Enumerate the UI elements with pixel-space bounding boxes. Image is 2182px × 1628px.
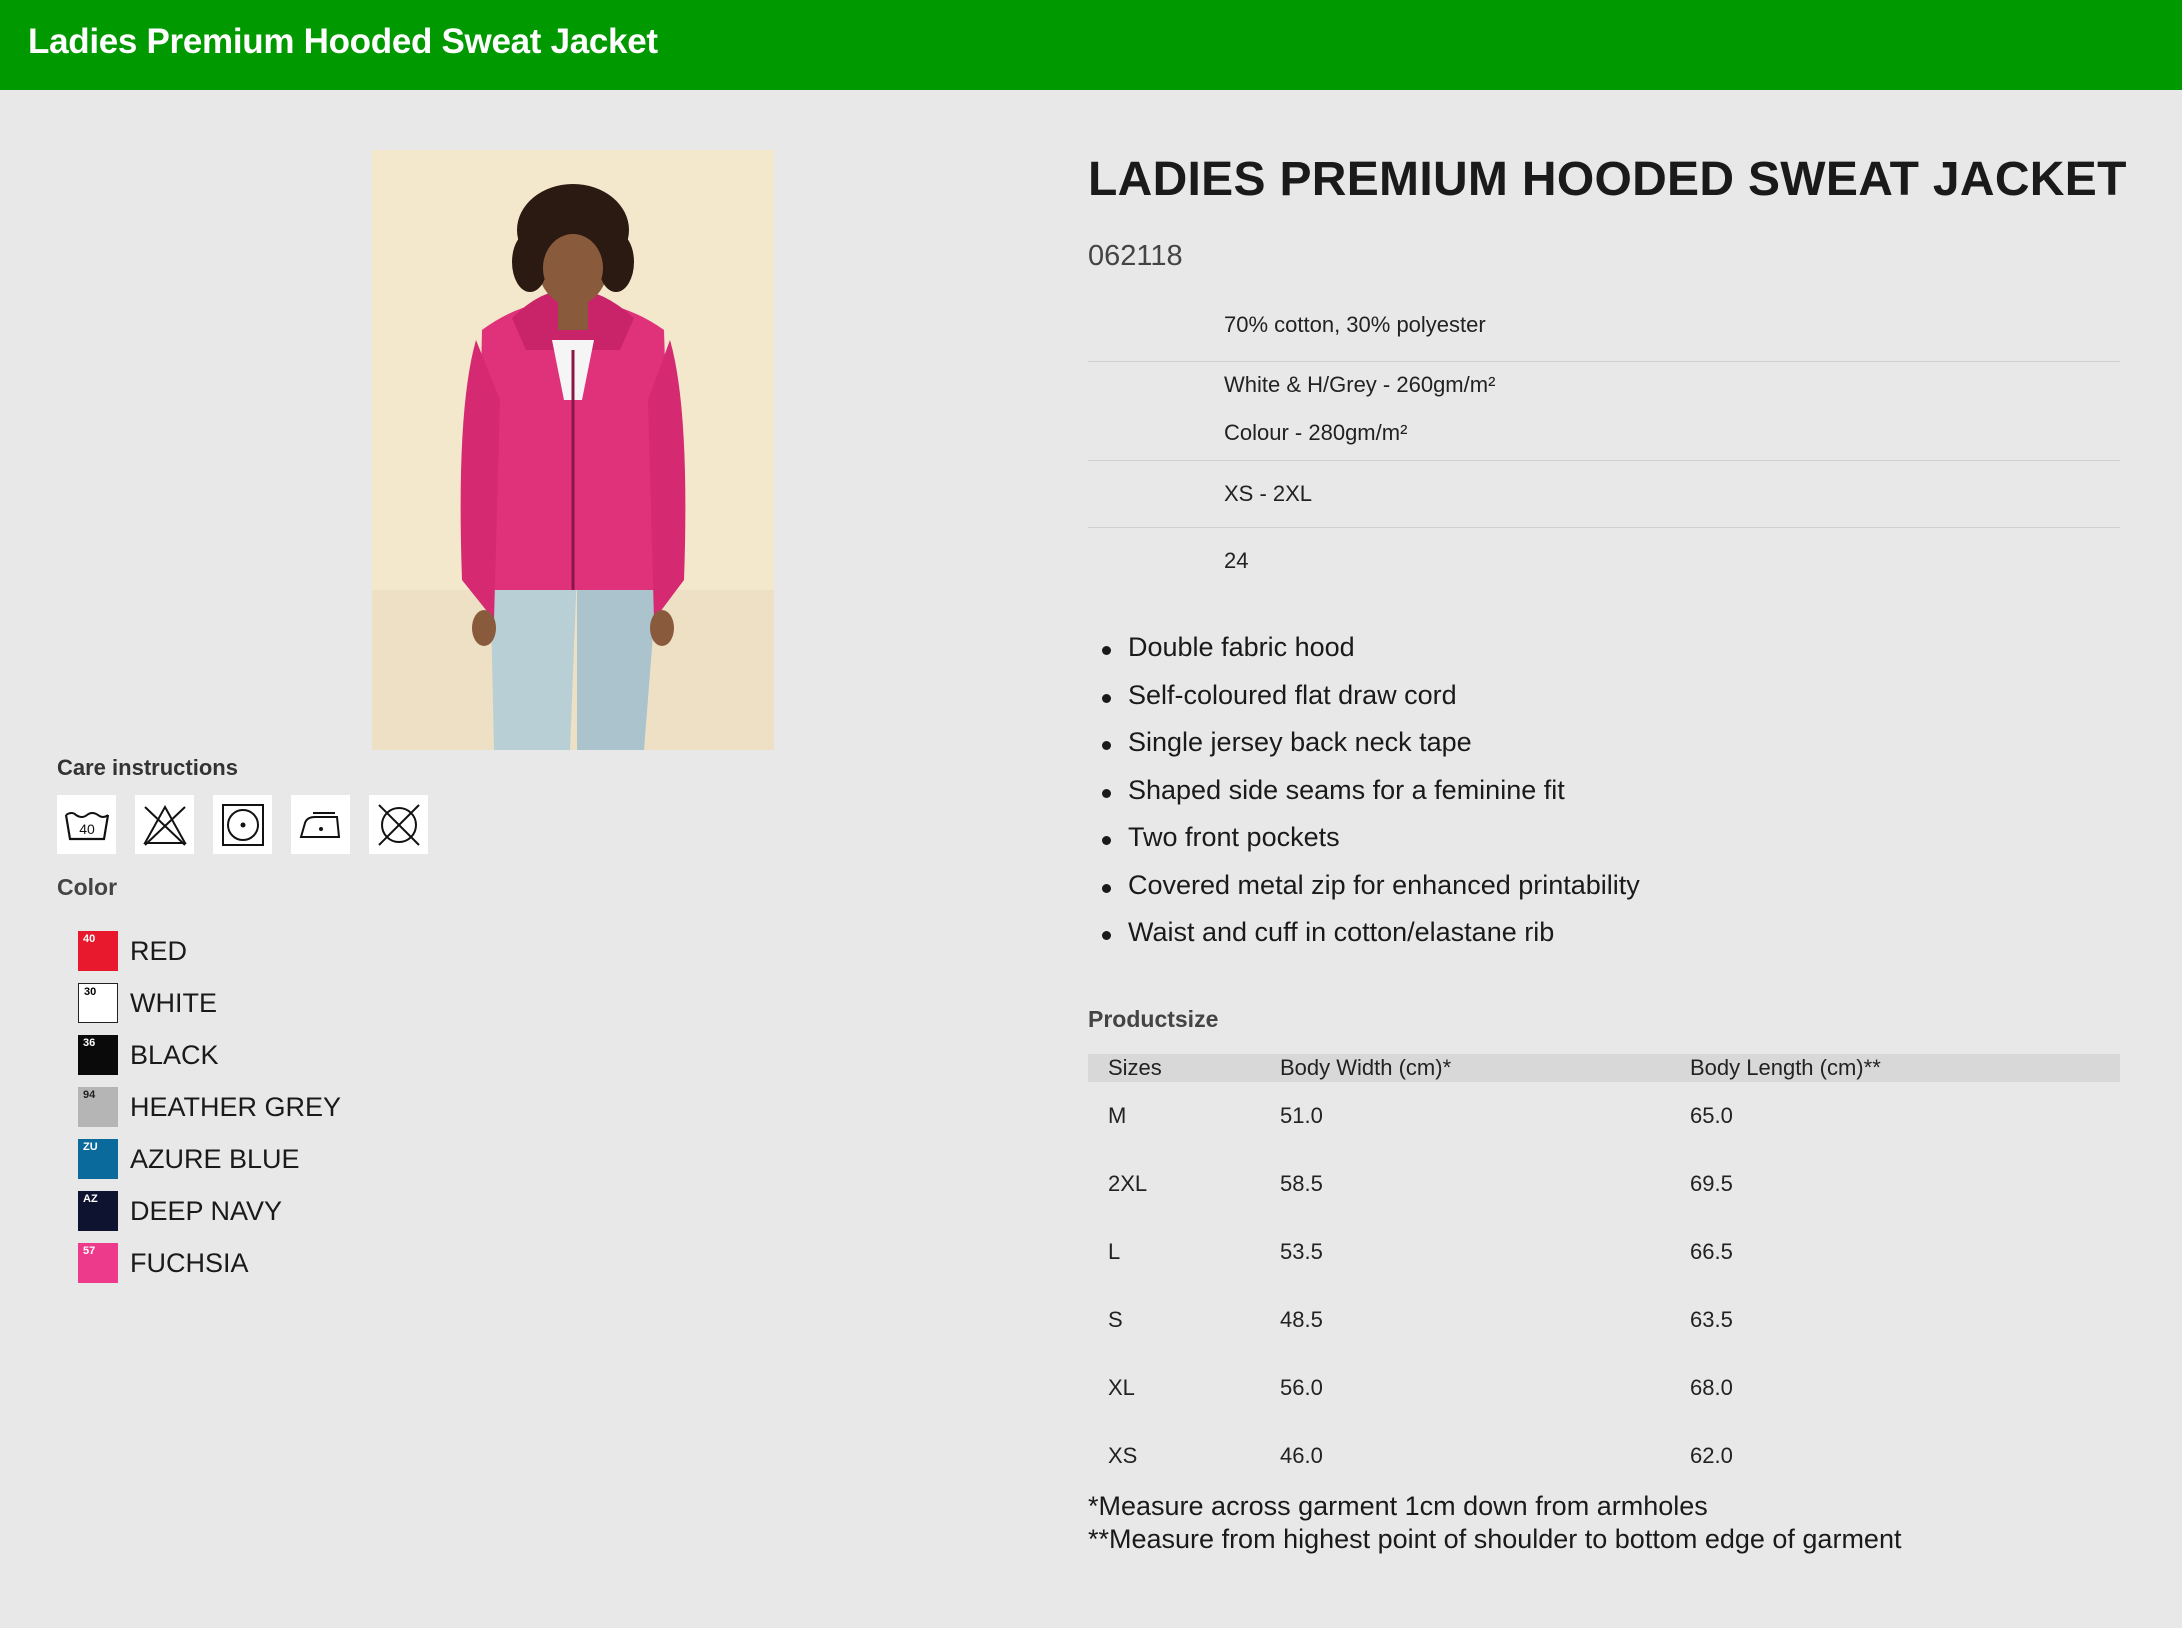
width-cell: 51.0	[1280, 1103, 1323, 1128]
productsize-heading: Productsize	[1088, 1006, 1219, 1032]
length-cell: 68.0	[1690, 1375, 1733, 1400]
color-list	[78, 925, 341, 1289]
color-swatch	[78, 1191, 118, 1231]
spec-pack: 24	[1224, 548, 1249, 573]
color-name: FUCHSIA	[130, 1247, 249, 1278]
feature-item: Two front pockets	[1100, 822, 1640, 870]
color-swatch	[78, 1035, 118, 1075]
spec-sizes: XS - 2XL	[1224, 481, 1313, 506]
header-bar	[0, 0, 2182, 90]
size-table-header	[1088, 1054, 2120, 1082]
feature-item: Covered metal zip for enhanced printability	[1100, 870, 1640, 918]
footnote-length: **Measure from highest point of shoulder to bottom edge of garment	[1088, 1524, 1902, 1554]
color-item-black[interactable]	[78, 1029, 341, 1081]
size-table	[1088, 1054, 2120, 1490]
care-instructions-heading: Care instructions	[57, 755, 238, 780]
length-cell: 69.5	[1690, 1171, 1733, 1196]
color-item-fuchsia[interactable]	[78, 1237, 341, 1289]
color-name: DEEP NAVY	[130, 1195, 283, 1226]
table-row	[1088, 1218, 2120, 1286]
color-name: WHITE	[130, 987, 217, 1018]
size-cell: 2XL	[1108, 1171, 1148, 1196]
feature-item: Waist and cuff in cotton/elastane rib	[1100, 917, 1640, 965]
swatch-code: ZU	[83, 1141, 98, 1153]
spec-row-weight	[1088, 362, 2120, 461]
swatch-code: 57	[83, 1245, 96, 1257]
footnote-width: *Measure across garment 1cm down from armholes	[1088, 1491, 1708, 1521]
feature-item: Self-coloured flat draw cord	[1100, 680, 1640, 728]
table-row	[1088, 1286, 2120, 1354]
size-cell: L	[1108, 1239, 1121, 1264]
header-body-width: Body Width (cm)*	[1280, 1054, 1690, 1082]
color-swatch	[78, 1139, 118, 1179]
swatch-code: 40	[83, 933, 96, 945]
length-cell: 62.0	[1690, 1443, 1733, 1468]
spec-row-sizes	[1088, 461, 2120, 528]
width-cell: 48.5	[1280, 1307, 1323, 1332]
color-swatch	[78, 931, 118, 971]
spec-table	[1088, 300, 2120, 594]
color-name: HEATHER GREY	[130, 1091, 342, 1122]
size-cell: XL	[1108, 1375, 1135, 1400]
swatch-code: 30	[84, 986, 97, 998]
length-cell: 66.5	[1690, 1239, 1733, 1264]
color-name: BLACK	[130, 1039, 219, 1070]
width-cell: 58.5	[1280, 1171, 1323, 1196]
spec-row-composition	[1088, 300, 2120, 362]
width-cell: 46.0	[1280, 1443, 1323, 1468]
color-name: AZURE BLUE	[130, 1143, 300, 1174]
size-cell: S	[1108, 1307, 1123, 1332]
swatch-code: AZ	[83, 1193, 98, 1205]
wash-temp-label: 40	[78, 820, 95, 837]
header-sizes: Sizes	[1088, 1054, 1280, 1082]
spec-weight-line2: Colour - 280gm/m²	[1224, 420, 1408, 445]
no-dry-clean-icon	[369, 795, 428, 854]
feature-item: Shaped side seams for a feminine fit	[1100, 775, 1640, 823]
color-swatch	[78, 983, 118, 1023]
length-cell: 65.0	[1690, 1103, 1733, 1128]
color-swatch	[78, 1087, 118, 1127]
color-item-white[interactable]	[78, 977, 341, 1029]
table-row	[1088, 1422, 2120, 1490]
product-photo	[372, 150, 774, 750]
color-item-red[interactable]	[78, 925, 341, 977]
feature-item: Double fabric hood	[1100, 632, 1640, 680]
iron-low-icon	[291, 795, 350, 854]
table-row	[1088, 1150, 2120, 1218]
care-icons	[57, 795, 428, 854]
tumble-dry-low-icon	[213, 795, 272, 854]
color-item-azure-blue[interactable]	[78, 1133, 341, 1185]
spec-row-pack	[1088, 528, 2120, 594]
spec-weight-line1: White & H/Grey - 260gm/m²	[1224, 372, 1496, 397]
color-heading: Color	[57, 874, 118, 900]
product-title: LADIES PREMIUM HOODED SWEAT JACKET	[1088, 153, 2127, 206]
table-row	[1088, 1354, 2120, 1422]
page-header-title: Ladies Premium Hooded Sweat Jacket	[28, 22, 658, 61]
swatch-code: 94	[83, 1089, 96, 1101]
product-code: 062118	[1088, 240, 1183, 272]
wash-40-icon	[57, 795, 116, 854]
color-item-deep-navy[interactable]	[78, 1185, 341, 1237]
size-cell: M	[1108, 1103, 1127, 1128]
size-footnotes	[1088, 1490, 1901, 1556]
feature-list	[1100, 632, 1640, 965]
spec-composition: 70% cotton, 30% polyester	[1224, 312, 1486, 337]
color-item-heather-grey[interactable]	[78, 1081, 341, 1133]
width-cell: 56.0	[1280, 1375, 1323, 1400]
color-swatch	[78, 1243, 118, 1283]
length-cell: 63.5	[1690, 1307, 1733, 1332]
header-body-length: Body Length (cm)**	[1690, 1054, 2120, 1082]
feature-item: Single jersey back neck tape	[1100, 727, 1640, 775]
width-cell: 53.5	[1280, 1239, 1323, 1264]
no-bleach-icon	[135, 795, 194, 854]
size-cell: XS	[1108, 1443, 1138, 1468]
swatch-code: 36	[83, 1037, 96, 1049]
table-row	[1088, 1082, 2120, 1150]
color-name: RED	[130, 935, 188, 966]
